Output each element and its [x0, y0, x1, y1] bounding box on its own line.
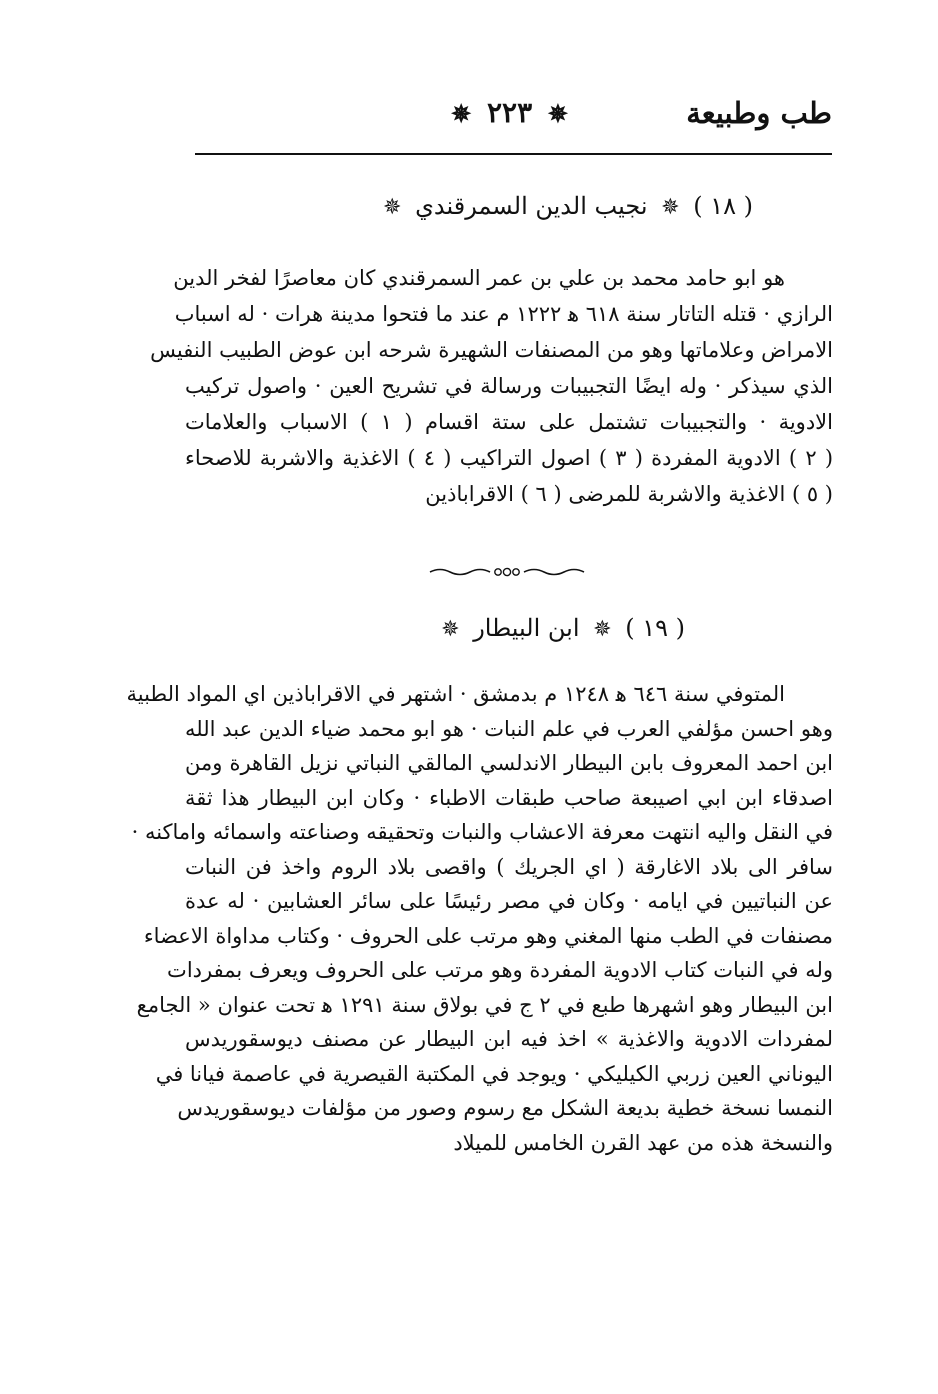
ornament-star-icon: ✵ — [547, 99, 568, 128]
section-name: ابن البيطار — [473, 614, 580, 642]
section-19-body — [126, 677, 833, 1160]
text-line: المتوفي سنة ٦٤٦ ﻫ ١٢٤٨ م بدمشق · اشتهر في الاقراباذين اي المواد الطبية — [126, 682, 785, 706]
ornament-star-icon: ✵ — [441, 617, 460, 642]
ornament-star-icon: ✵ — [661, 195, 680, 220]
ornament-star-icon: ✵ — [451, 99, 472, 128]
ornament-star-icon: ✵ — [383, 195, 402, 220]
page-number: ٢٢٣ — [487, 96, 533, 129]
text-line: ابن البيطار وهو اشهرها طبع في ٢ ج في بولاق سنة ١٢٩١ ﻫ تحت عنوان « الجامع — [136, 992, 833, 1017]
section-number: ( ١٩ ) — [625, 614, 685, 642]
text-line: في النقل واليه انتهت معرفة الاعشاب والنبات وتحقيقه وصناعته واسمائه واماكنه · — [131, 820, 833, 844]
page-number-group — [445, 96, 574, 129]
text-line: وهو احسن مؤلفي العرب في علم النبات · هو ابو محمد ضياء الدين عبد الله — [185, 716, 833, 741]
running-title: طب وطبيعة — [686, 96, 832, 130]
text-line: وله في النبات كتاب الادوية المفردة وهو مرتب على الحروف ويعرف بمفردات — [167, 958, 833, 982]
page-header — [195, 92, 832, 148]
text-line: لمفردات الادوية والاغذية » اخذ فيه ابن البيطار عن مصنف ديوسقوريدس — [185, 1027, 833, 1051]
section-divider-ornament — [428, 566, 586, 578]
section-heading-19 — [435, 614, 685, 642]
header-rule — [195, 153, 832, 155]
text-line: النمسا نسخة خطية بديعة الشكل مع رسوم وصور من مؤلفات ديوسقوريدس — [177, 1096, 833, 1120]
text-line: اليوناني العين زربي الكيليكي · ويوجد في المكتبة القيصرية في عاصمة فيانا في — [155, 1061, 833, 1086]
text-line: هو ابو حامد محمد بن علي بن عمر السمرقندي كان معاصرًا لفخر الدين — [173, 266, 785, 290]
text-line: سافر الى بلاد الاغارقة ( اي الجريك ) واقصى بلاد الروم واخذ فن النبات — [185, 854, 833, 879]
text-line: الرازي · قتله التاتار سنة ٦١٨ ﻫ ١٢٢٢ م عند ما فتحوا مدينة هرات · له اسباب — [174, 302, 833, 326]
text-line: عن النباتيين في ايامه · وكان في مصر رئيسًا على سائر العشابين · له عدة — [185, 889, 833, 913]
ornament-star-icon: ✵ — [593, 617, 612, 642]
text-line: مصنفات في الطب منها المغني وهو مرتب على الحروف · وكتاب مداواة الاعضاء — [143, 923, 833, 948]
text-line: ( ٢ ) الادوية المفردة ( ٣ ) اصول التراكيب ( ٤ ) الاغذية والاشربة للاصحاء — [185, 446, 834, 470]
text-line: اصدقاء ابن ابي اصيبعة صاحب طبقات الاطباء · وكان ابن البيطار هذا ثقة — [185, 785, 833, 810]
text-line: الادوية · والتجبيبات تشتمل على ستة اقسام ( ١ ) الاسباب والعلامات — [185, 410, 833, 434]
section-18-body — [150, 260, 834, 512]
text-line: الامراض وعلاماتها وهو من المصنفات الشهيرة شرحه ابن عوض الطبيب النفيس — [150, 338, 833, 362]
text-line: والنسخة هذه من عهد القرن الخامس للميلاد — [453, 1130, 833, 1155]
section-number: ( ١٨ ) — [693, 192, 753, 220]
text-line: ابن احمد المعروف بابن البيطار الاندلسي المالقي النباتي نزيل القاهرة ومن — [185, 751, 833, 775]
section-name: نجيب الدين السمرقندي — [415, 192, 648, 220]
text-line: الذي سيذكر · وله ايضًا التجبيبات ورسالة في تشريح العين · واصول تركيب — [185, 374, 833, 398]
text-line: ( ٥ ) الاغذية والاشربة للمرضى ( ٦ ) الاقراباذين — [425, 482, 833, 506]
section-heading-18 — [377, 192, 753, 220]
